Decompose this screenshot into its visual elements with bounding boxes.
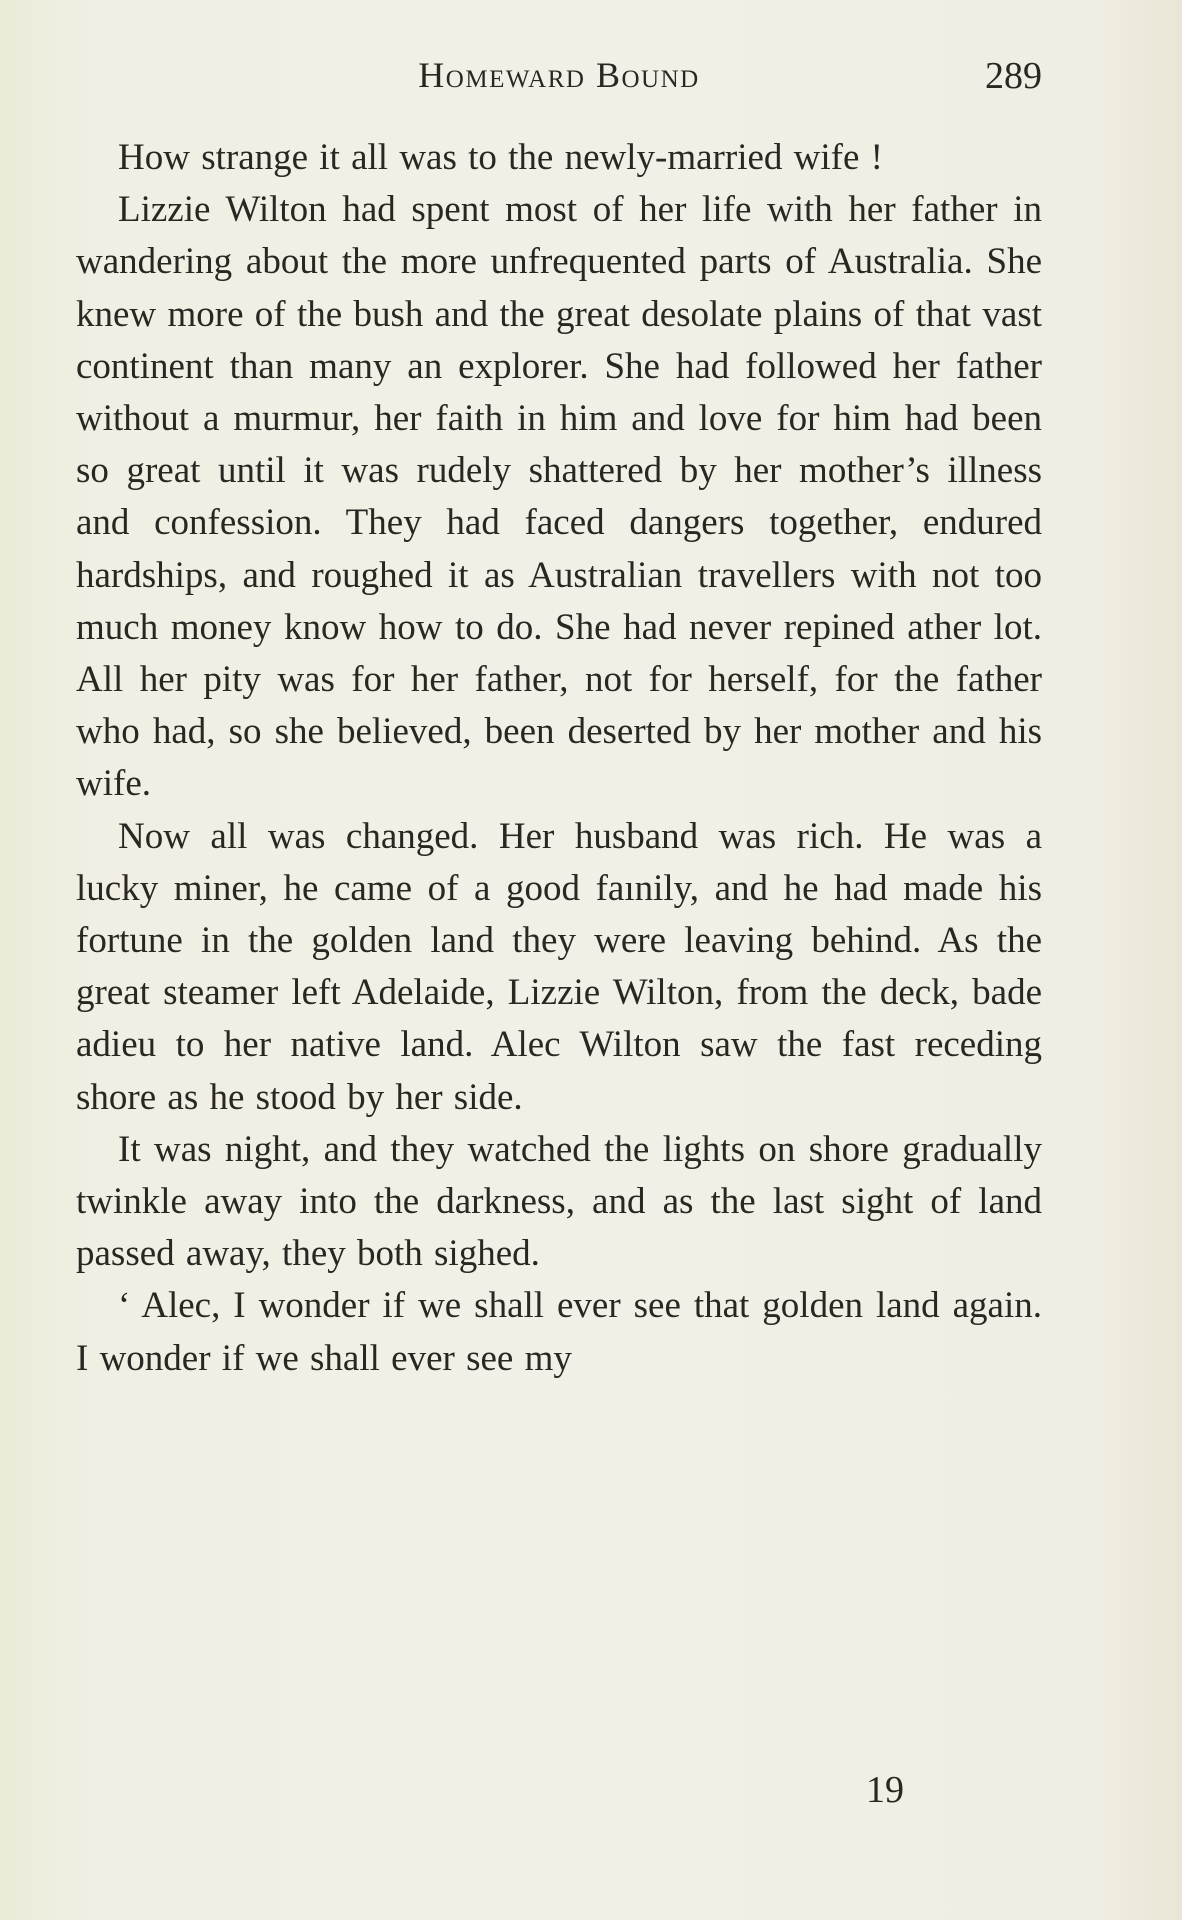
paragraph: Now all was changed. Her husband was rich. He was a lucky miner, he came of a good faınily, and he had made his fortune in the golden land they were leaving behind. As the great steamer left Adelaide, Lizzie Wilton, from the deck, bade adieu to her native land. Alec Wilton saw the fast receding shore as he stood by her side. (76, 815, 1042, 1118)
paragraph: Lizzie Wilton had spent most of her life with her father in wandering about the more unfrequented parts of Australia. She knew more of the bush and the great desolate plains of that vast continent than many an explorer. She had followed her father without a murmur, her faith in him and love for him had been so great until it was rudely shattered by her mother’s illness and confession. They had faced dangers together, endured hardships, and roughed it as Australian travellers with not too much money know how to do. She had never repined ather lot. All her pity was for her father, not for herself, for the father who had, so she believed, been deserted by her mother and his wife. (76, 189, 1042, 805)
paragraph: It was night, and they watched the lights on shore gradually twinkle away into the darkness, and as the last sight of land passed away, they both sighed. (76, 1128, 1042, 1275)
paragraph: ‘ Alec, I wonder if we shall ever see that golden land again. I wonder if we shall ever see my (76, 1285, 1042, 1379)
body-text (76, 132, 1042, 1385)
signature-mark: 19 (866, 1769, 904, 1811)
running-title: Homeward Bound (418, 55, 700, 95)
running-head (76, 54, 1042, 110)
page-number: 289 (985, 55, 1042, 97)
paragraph: How strange it all was to the newly-married wife ! (118, 137, 883, 178)
